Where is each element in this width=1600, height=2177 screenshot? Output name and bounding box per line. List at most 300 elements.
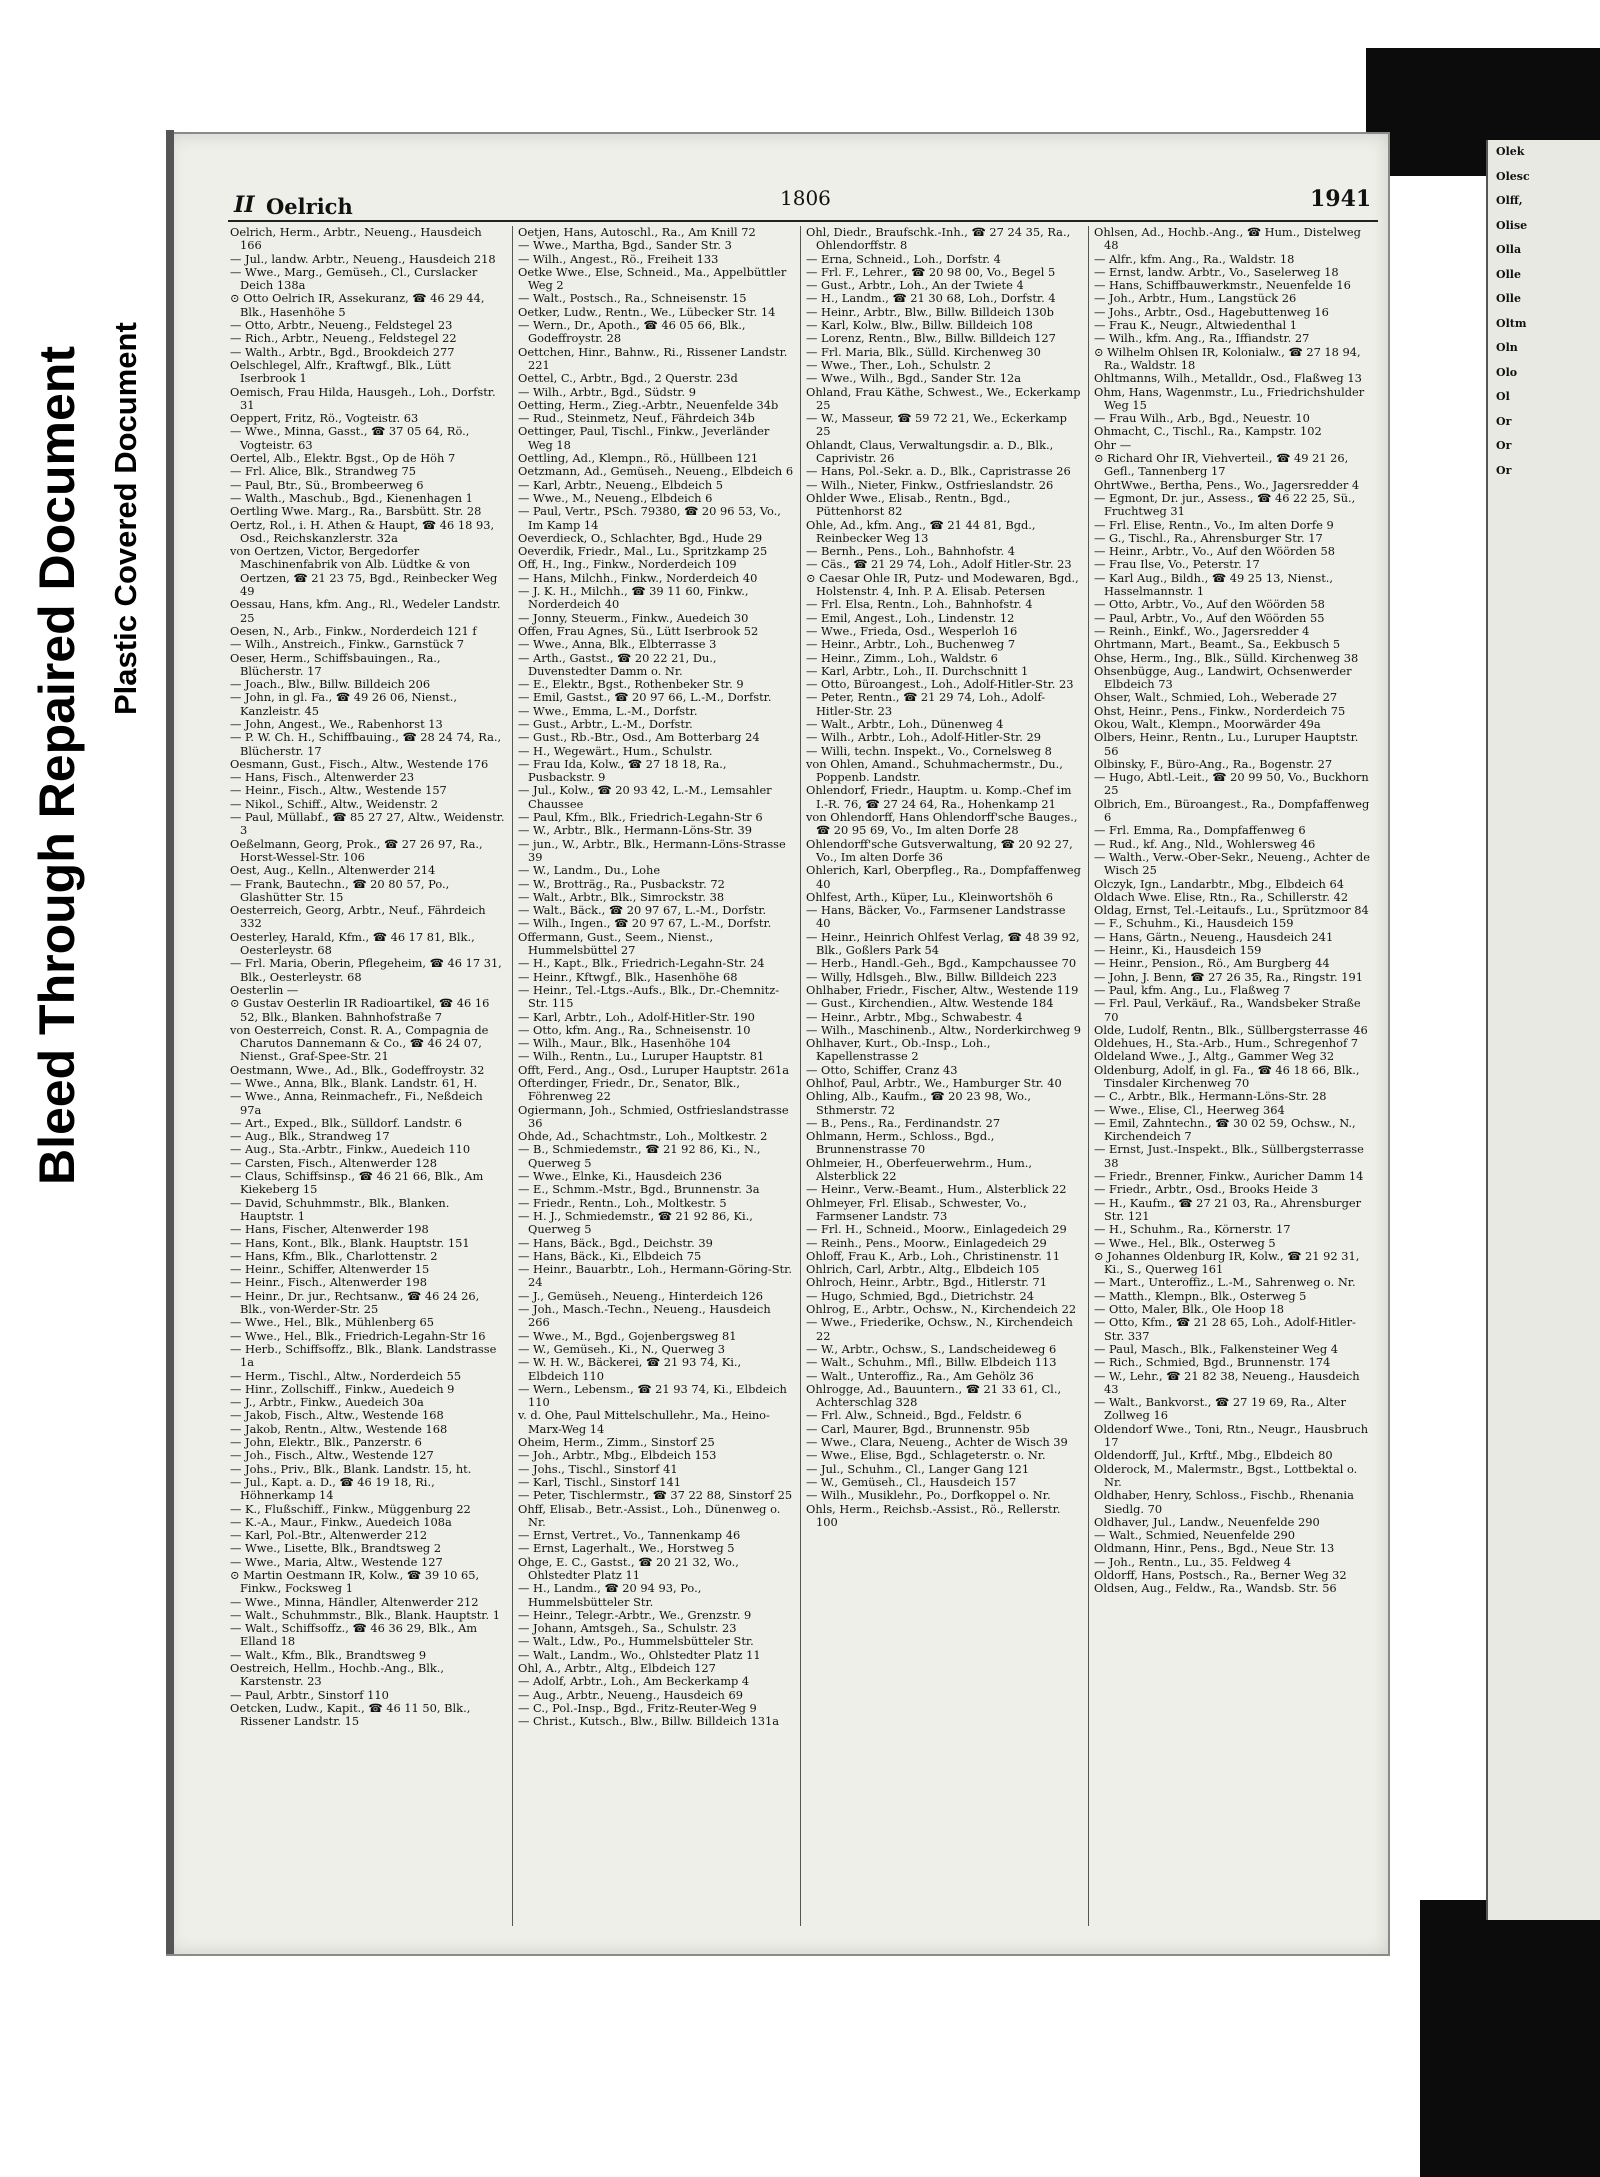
- directory-entry: — Matth., Klempn., Blk., Osterweg 5: [1094, 1288, 1307, 1303]
- directory-entry: — Jonny, Steuerm., Finkw., Auedeich 30: [518, 610, 749, 625]
- directory-entry: — Carl, Maurer, Bgd., Brunnenstr. 95b: [806, 1421, 1030, 1436]
- directory-entry: — Wwe., Anna, Blk., Blank. Landstr. 61, H.: [230, 1076, 478, 1090]
- directory-entry: Ohlhof, Paul, Arbtr., We., Hamburger Str. 40: [806, 1076, 1062, 1090]
- directory-entry: — Karl, Kolw., Blw., Billw. Billdeich 108: [806, 318, 1033, 333]
- directory-entry: — John, Elektr., Blk., Panzerstr. 6: [230, 1435, 422, 1450]
- directory-entry: — Wern., Dr., Apoth., ☎ 46 05 66, Blk., Godeffroystr. 28: [518, 318, 746, 346]
- directory-entry: Oeser, Herm., Schiffsbauingen., Ra., Blücherstr. 17: [230, 650, 441, 678]
- directory-entry: von Oesterreich, Const. R. A., Compagnia de Charutos Dannemann & Co., ☎ 46 24 07, Nienst., Graf-Spee-Str. 21: [230, 1022, 489, 1064]
- directory-entry: — Hans, Gärtn., Neueng., Hausdeich 241: [1094, 929, 1334, 944]
- directory-entry: Ohlhaber, Friedr., Fischer, Altw., Westende 119: [806, 982, 1079, 997]
- directory-entry: — Wilh., Maschinenb., Altw., Norderkirchweg 9: [806, 1022, 1082, 1037]
- directory-entry: — Wwe., Elise, Cl., Heerweg 364: [1094, 1102, 1285, 1117]
- directory-entry: — Walt., Unteroffiz., Ra., Am Gehölz 36: [806, 1368, 1034, 1383]
- directory-entry: — Wwe., Ther., Loh., Schulstr. 2: [806, 357, 992, 372]
- directory-entry: — Otto, Schiffer, Cranz 43: [806, 1062, 958, 1077]
- directory-entry: — Paul, Masch., Blk., Falkensteiner Weg 4: [1094, 1341, 1339, 1356]
- directory-entry: Oetke Wwe., Else, Schneid., Ma., Appelbüttler Weg 2: [518, 264, 787, 293]
- directory-entry: Ohlrogge, Ad., Bauuntern., ☎ 21 33 61, Cl., Achterschlag 328: [806, 1381, 1062, 1410]
- directory-entry: — Frl. Alice, Blk., Strandweg 75: [230, 464, 417, 479]
- directory-year: 1941: [1310, 186, 1372, 212]
- directory-entry: — Rich., Arbtr., Neueng., Feldstegel 22: [230, 331, 457, 346]
- directory-entry: — Gust., Kirchendien., Altw. Westende 184: [806, 996, 1054, 1011]
- directory-entry: — F., Schuhm., Ki., Hausdeich 159: [1094, 916, 1294, 931]
- directory-entry: — W., Gemüseh., Ki., N., Querweg 3: [518, 1341, 725, 1356]
- directory-entry: — Wwe., Clara, Neueng., Achter de Wisch 39: [806, 1435, 1068, 1450]
- directory-entry: — J. K. H., Milchh., ☎ 39 11 60, Finkw., Norderdeich 40: [518, 584, 749, 612]
- directory-entry: — Wwe., Anna, Blk., Elbterrasse 3: [518, 637, 717, 652]
- directory-entry: — Christ., Kutsch., Blw., Billw. Billdeich 131a: [518, 1714, 780, 1729]
- directory-entry: — Friedr., Brenner, Finkw., Auricher Damm 14: [1094, 1169, 1364, 1184]
- directory-entry: Oldeland Wwe., J., Altg., Gammer Weg 32: [1094, 1049, 1335, 1064]
- directory-entry: ⊙ Wilhelm Ohlsen IR, Kolonialw., ☎ 27 18 94, Ra., Waldstr. 18: [1094, 344, 1361, 372]
- directory-entry: — Wwe., M., Neueng., Elbdeich 6: [518, 490, 713, 505]
- directory-entry: — Frl. H., Schneid., Moorw., Einlagedeich 29: [806, 1222, 1067, 1237]
- directory-entry: Oertling Wwe. Marg., Ra., Barsbütt. Str. 28: [230, 504, 482, 519]
- directory-entry: — Claus, Schiffsinsp., ☎ 46 21 66, Blk., Am Kiekeberg 15: [230, 1169, 484, 1197]
- directory-entry: Oelrich, Herm., Arbtr., Neueng., Hausdeich 166: [230, 226, 482, 253]
- directory-entry: — Herm., Tischl., Altw., Norderdeich 55: [230, 1368, 462, 1383]
- directory-entry: — Wilh., Rentn., Lu., Luruper Hauptstr. 81: [518, 1049, 765, 1064]
- next-page-fragment: Olo: [1496, 365, 1518, 379]
- directory-entry: — Wwe., Hel., Blk., Friedrich-Legahn-Str 16: [230, 1328, 486, 1343]
- directory-entry: — Ernst, landw. Arbtr., Vo., Saselerweg 18: [1094, 264, 1339, 279]
- directory-entry: Oeppert, Fritz, Rö., Vogteistr. 63: [230, 411, 419, 426]
- directory-entry: Oetcken, Ludw., Kapit., ☎ 46 11 50, Blk., Rissener Landstr. 15: [230, 1700, 471, 1729]
- directory-entry: ⊙ Otto Oelrich IR, Assekuranz, ☎ 46 29 44, Blk., Hasenhöhe 5: [230, 291, 485, 319]
- directory-entry: Olbers, Heinr., Rentn., Lu., Luruper Hauptstr. 56: [1094, 730, 1359, 758]
- page-header: [168, 134, 1388, 219]
- directory-entry: — Frl. Elise, Rentn., Vo., Im alten Dorfe 9: [1094, 517, 1334, 532]
- directory-entry: — Joach., Blw., Billw. Billdeich 206: [230, 677, 431, 692]
- directory-entry: Oesterley, Harald, Kfm., ☎ 46 17 81, Blk., Oesterleystr. 68: [230, 929, 475, 958]
- directory-entry: Ohrtmann, Mart., Beamt., Sa., Eekbusch 5: [1094, 637, 1341, 652]
- column-divider: [512, 226, 513, 1926]
- directory-entry: von Ohlen, Amand., Schuhmachermstr., Du., Poppenb. Landstr.: [806, 756, 1063, 785]
- directory-entry: — Arth., Gastst., ☎ 20 22 21, Du., Duvenstedter Damm o. Nr.: [518, 650, 717, 678]
- directory-entry: — Wilh., Arbtr., Loh., Adolf-Hitler-Str. 29: [806, 730, 1042, 745]
- directory-entry: — Hans, Kfm., Blk., Charlottenstr. 2: [230, 1248, 438, 1263]
- next-page-fragment: Olise: [1496, 218, 1528, 232]
- directory-entry: — Walt., Bäck., ☎ 20 97 67, L.-M., Dorfstr.: [518, 903, 767, 918]
- directory-entry: — H., Wegewärt., Hum., Schulstr.: [518, 743, 713, 758]
- directory-entry: Ohlmann, Herm., Schloss., Bgd., Brunnenstrasse 70: [806, 1129, 995, 1157]
- directory-entry: Oetzmann, Ad., Gemüseh., Neueng., Elbdeich 6: [518, 464, 794, 479]
- directory-entry: — Paul, Arbtr., Sinstorf 110: [230, 1687, 389, 1702]
- directory-entry: — Ernst, Vertret., Vo., Tannenkamp 46: [518, 1528, 741, 1543]
- directory-entry: — Frl. F., Lehrer., ☎ 20 98 00, Vo., Begel 5: [806, 264, 1056, 279]
- directory-entry: Ohser, Walt., Schmied, Loh., Weberade 27: [1094, 690, 1338, 705]
- directory-entry: — Otto, Arbtr., Vo., Auf den Wöörden 58: [1094, 597, 1325, 612]
- directory-entry: — Hugo, Abtl.-Leit., ☎ 20 99 50, Vo., Buckhorn 25: [1094, 770, 1369, 798]
- directory-entry: Oesmann, Gust., Fisch., Altw., Westende 176: [230, 756, 489, 771]
- directory-entry: — E., Elektr., Bgst., Rothenbeker Str. 9: [518, 677, 744, 692]
- directory-entry: — Frl. Emma, Ra., Dompfaffenweg 6: [1094, 823, 1306, 838]
- directory-entry: — Frank, Bautechn., ☎ 20 80 57, Po., Glashütter Str. 15: [230, 876, 450, 904]
- directory-entry: Ohmacht, C., Tischl., Ra., Kampstr. 102: [1094, 424, 1322, 439]
- directory-entry: — Walt., Schiffsoffz., ☎ 46 36 29, Blk., Am Elland 18: [230, 1621, 478, 1649]
- directory-entry: — Wwe., Elise, Bgd., Schlageterstr. o. Nr.: [806, 1448, 1046, 1463]
- directory-entry: Olbrich, Em., Büroangest., Ra., Dompfaffenweg 6: [1094, 796, 1370, 825]
- directory-entry: — Alfr., kfm. Ang., Ra., Waldstr. 18: [1094, 251, 1295, 266]
- directory-entry: Oeverdik, Friedr., Mal., Lu., Spritzkamp 25: [518, 544, 768, 559]
- directory-entry: Oettinger, Paul, Tischl., Finkw., Jeverländer Weg 18: [518, 424, 770, 452]
- directory-entry: — Herb., Schiffsoffz., Blk., Blank. Landstrasse 1a: [230, 1341, 497, 1370]
- directory-entry: — Cäs., ☎ 21 29 74, Loh., Adolf Hitler-Str. 23: [806, 557, 1072, 572]
- directory-entry: ⊙ Richard Ohr IR, Viehverteil., ☎ 49 21 26, Gefl., Tannenberg 17: [1094, 451, 1349, 479]
- directory-entry: — Otto, Arbtr., Neueng., Feldstegel 23: [230, 318, 453, 333]
- directory-entry: — Erna, Schneid., Loh., Dorfstr. 4: [806, 251, 1001, 266]
- directory-entry: — Heinr., Ki., Hausdeich 159: [1094, 943, 1262, 958]
- directory-entry: Ohlerich, Karl, Oberpfleg., Ra., Dompfaffenweg 40: [806, 863, 1081, 891]
- directory-entry: — Carsten, Fisch., Altenwerder 128: [230, 1155, 437, 1170]
- directory-entry: — Frau Ilse, Vo., Peterstr. 17: [1094, 557, 1260, 572]
- directory-entry: — David, Schuhmmstr., Blk., Blanken. Hauptstr. 1: [230, 1195, 450, 1223]
- directory-entry: — Wwe., Minna, Gasst., ☎ 37 05 64, Rö., Vogteistr. 63: [230, 424, 470, 452]
- directory-entry: — Art., Exped., Blk., Sülldorf. Landstr. 6: [230, 1115, 462, 1130]
- directory-entry: — Karl, Arbtr., Neueng., Elbdeich 5: [518, 477, 724, 492]
- directory-entry: — Wwe., Hel., Blk., Osterweg 5: [1094, 1235, 1276, 1250]
- header-rule: [228, 220, 1378, 222]
- directory-entry: — Jul., Kapt. a. D., ☎ 46 19 18, Ri., Höhnerkamp 14: [230, 1474, 435, 1503]
- directory-entry: Offermann, Gust., Seem., Nienst., Hummelsbüttel 27: [518, 929, 714, 958]
- directory-entry: Olderock, M., Malermstr., Bgst., Lottbektal o. Nr.: [1094, 1461, 1358, 1489]
- directory-entry: — J., Arbtr., Finkw., Auedeich 30a: [230, 1395, 424, 1410]
- directory-entry: — Frl. Maria, Oberin, Pflegeheim, ☎ 46 17 31, Blk., Oesterleystr. 68: [230, 956, 502, 984]
- plastic-covered-label: Plastic Covered Document: [108, 322, 143, 715]
- directory-entry: — Paul, Btr., Sü., Brombeerweg 6: [230, 477, 424, 492]
- directory-entry: — Hans, Bäck., Ki., Elbdeich 75: [518, 1248, 702, 1263]
- directory-entry: — Rud., Steinmetz, Neuf., Fährdeich 34b: [518, 411, 755, 426]
- directory-entry: — Ernst, Lagerhalt., We., Horstweg 5: [518, 1541, 735, 1556]
- directory-entry: — Heinr., Dr. jur., Rechtsanw., ☎ 46 24 26, Blk., von-Werder-Str. 25: [230, 1288, 480, 1317]
- directory-entry: Oemisch, Frau Hilda, Hausgeh., Loh., Dorfstr. 31: [230, 384, 496, 412]
- page-number: 1806: [780, 186, 831, 210]
- directory-entry: — Gust., Arbtr., Loh., An der Twiete 4: [806, 278, 1024, 293]
- directory-entry: Olczyk, Ign., Landarbtr., Mbg., Elbdeich 64: [1094, 876, 1344, 891]
- next-page-fragment: Olla: [1496, 243, 1522, 256]
- directory-entry: — Heinr., Fisch., Altw., Westende 157: [230, 783, 447, 798]
- directory-entry: — Walt., Landm., Wo., Ohlstedter Platz 11: [518, 1647, 761, 1662]
- directory-entry: — Heinr., Fisch., Altenwerder 198: [230, 1275, 427, 1290]
- directory-entry: Okou, Walt., Klempn., Moorwärder 49a: [1094, 716, 1321, 731]
- directory-entry: — Jakob, Rentn., Altw., Westende 168: [230, 1421, 448, 1436]
- directory-entry: Oertz, Rol., i. H. Athen & Haupt, ☎ 46 18 93, Osd., Reichskanzlerstr. 32a: [230, 517, 495, 545]
- directory-entry: — Heinr., Arbtr., Vo., Auf den Wöörden 58: [1094, 544, 1335, 559]
- directory-entry: — Frau K., Neugr., Altwiedenthal 1: [1094, 318, 1298, 333]
- directory-entry: — Heinr., Pension., Rö., Am Burgberg 44: [1094, 956, 1330, 971]
- directory-entry: — Walt., Bankvorst., ☎ 27 19 69, Ra., Alter Zollweg 16: [1094, 1395, 1346, 1423]
- next-page-fragment: Oln: [1496, 341, 1518, 354]
- directory-entry: — Joh., Arbtr., Hum., Langstück 26: [1094, 291, 1297, 306]
- column-divider: [800, 226, 801, 1926]
- header-running-name: Oelrich: [266, 194, 353, 219]
- directory-entry: — Wilh., Maur., Blk., Hasenhöhe 104: [518, 1036, 731, 1051]
- directory-entry: Oesen, N., Arb., Finkw., Norderdeich 121 f: [230, 623, 477, 638]
- directory-entry: — Bernh., Pens., Loh., Bahnhofstr. 4: [806, 544, 1016, 559]
- directory-entry: Off, H., Ing., Finkw., Norderdeich 109: [518, 557, 737, 572]
- directory-entry: Ohde, Ad., Schachtmstr., Loh., Moltkestr. 2: [518, 1129, 768, 1144]
- directory-entry: — Frl. Elsa, Rentn., Loh., Bahnhofstr. 4: [806, 597, 1033, 612]
- directory-entry: — Frau Wilh., Arb., Bgd., Neuestr. 10: [1094, 411, 1310, 426]
- directory-entry: — Willi, techn. Inspekt., Vo., Cornelsweg 8: [806, 743, 1052, 758]
- directory-entry: — Wwe., M., Bgd., Gojenbergsweg 81: [518, 1328, 737, 1343]
- directory-entry: — John, J. Benn, ☎ 27 26 35, Ra., Ringstr. 191: [1094, 969, 1364, 984]
- directory-entry: — Wwe., Friederike, Ochsw., N., Kirchendeich 22: [806, 1315, 1073, 1343]
- directory-entry: v. d. Ohe, Paul Mittelschullehr., Ma., Heino-Marx-Weg 14: [518, 1408, 770, 1436]
- directory-entry: — Reinh., Einkf., Wo., Jagersredder 4: [1094, 623, 1310, 638]
- directory-entry: — Jul., Schuhm., Cl., Langer Gang 121: [806, 1461, 1030, 1476]
- directory-entry: Oertel, Alb., Elektr. Bgst., Op de Höh 7: [230, 451, 456, 466]
- directory-entry: ⊙ Gustav Oesterlin IR Radioartikel, ☎ 46 16 52, Blk., Blanken. Bahnhofstraße 7: [230, 996, 490, 1024]
- directory-entry: Oestreich, Hellm., Hochb.-Ang., Blk., Karstenstr. 23: [230, 1661, 445, 1689]
- directory-entry: — W., Arbtr., Ochsw., S., Landscheideweg 6: [806, 1341, 1057, 1356]
- directory-entry: — Heinr., Telegr.-Arbtr., We., Grenzstr. 9: [518, 1607, 752, 1622]
- directory-entry: — John, in gl. Fa., ☎ 49 26 06, Nienst., Kanzleistr. 45: [230, 690, 458, 718]
- directory-entry: — Karl, Arbtr., Loh., II. Durchschnitt 1: [806, 663, 1029, 678]
- directory-entry: — Wern., Lebensm., ☎ 21 93 74, Ki., Elbdeich 110: [518, 1381, 787, 1410]
- directory-columns: [230, 226, 1380, 1936]
- page-binding-edge: [166, 130, 174, 1954]
- directory-entry: — Paul, Vertr., PSch. 79380, ☎ 20 96 53, Vo., Im Kamp 14: [518, 504, 781, 532]
- directory-entry: Ohle, Ad., kfm. Ang., ☎ 21 44 81, Bgd., Reinbecker Weg 13: [806, 517, 1036, 545]
- directory-entry: Oetjen, Hans, Autoschl., Ra., Am Knill 72: [518, 226, 756, 239]
- next-page-fragment: Or: [1496, 439, 1512, 452]
- directory-entry: — Heinr., Zimm., Loh., Waldstr. 6: [806, 650, 998, 665]
- directory-entry: — Wilh., Arbtr., Bgd., Südstr. 9: [518, 384, 696, 399]
- directory-entry: Ohlrog, E., Arbtr., Ochsw., N., Kirchendeich 22: [806, 1302, 1077, 1317]
- column-2: [518, 226, 794, 1936]
- directory-entry: Ohm, Hans, Wagenmstr., Lu., Friedrichshulder Weg 15: [1094, 384, 1365, 412]
- directory-entry: — Hans, Schiffbauwerkmstr., Neuenfelde 16: [1094, 278, 1351, 293]
- directory-entry: Offt, Ferd., Ang., Osd., Luruper Hauptstr. 261a: [518, 1062, 790, 1077]
- directory-entry: — H., Schuhm., Ra., Körnerstr. 17: [1094, 1222, 1291, 1237]
- directory-entry: — Karl, Pol.-Btr., Altenwerder 212: [230, 1528, 428, 1543]
- directory-entry: — Walth., Verw.-Ober-Sekr., Neueng., Achter de Wisch 25: [1094, 849, 1370, 878]
- directory-entry: Ohlsen, Ad., Hochb.-Ang., ☎ Hum., Distelweg 48: [1094, 226, 1361, 253]
- directory-entry: Ohl, A., Arbtr., Altg., Elbdeich 127: [518, 1661, 716, 1676]
- directory-entry: Ohlmeyer, Frl. Elisab., Schwester, Vo., Farmsener Landstr. 73: [806, 1195, 1027, 1223]
- directory-entry: — Karl, Arbtr., Loh., Adolf-Hitler-Str. 190: [518, 1009, 755, 1024]
- directory-entry: — Frl. Maria, Blk., Sülld. Kirchenweg 30: [806, 344, 1041, 359]
- directory-entry: — Jul., landw. Arbtr., Neueng., Hausdeich 218: [230, 251, 496, 266]
- directory-entry: Ofterdinger, Friedr., Dr., Senator, Blk., Föhrenweg 22: [518, 1076, 741, 1104]
- directory-entry: — K.-A., Maur., Finkw., Auedeich 108a: [230, 1514, 452, 1529]
- directory-entry: von Oertzen, Victor, Bergedorfer Maschinenfabrik von Alb. Lüdtke & von Oertzen, ☎ 21 23 75, Bgd., Reinbecker Weg 49: [230, 544, 498, 599]
- directory-entry: Oeßelmann, Georg, Prok., ☎ 27 26 97, Ra., Horst-Wessel-Str. 106: [230, 836, 483, 864]
- directory-entry: — Emil, Gastst., ☎ 20 97 66, L.-M., Dorfstr.: [518, 690, 772, 705]
- directory-entry: Ohlmeier, H., Oberfeuerwehrm., Hum., Alsterblick 22: [806, 1155, 1033, 1184]
- directory-entry: — Hinr., Zollschiff., Finkw., Auedeich 9: [230, 1381, 455, 1396]
- directory-entry: — W., Masseur, ☎ 59 72 21, We., Eckerkamp 25: [806, 411, 1067, 439]
- directory-entry: Ohland, Frau Käthe, Schwest., We., Eckerkamp 25: [806, 384, 1081, 412]
- column-4: [1094, 226, 1370, 1936]
- directory-entry: — Paul, kfm. Ang., Lu., Flaßweg 7: [1094, 982, 1291, 997]
- directory-entry: — Lorenz, Rentn., Blw., Billw. Billdeich 127: [806, 331, 1056, 346]
- directory-entry: Oldmann, Hinr., Pens., Bgd., Neue Str. 13: [1094, 1541, 1335, 1556]
- directory-entry: — Johs., Priv., Blk., Blank. Landstr. 15, ht.: [230, 1461, 472, 1476]
- directory-entry: — Rud., kf. Ang., Nld., Wohlersweg 46: [1094, 836, 1316, 851]
- directory-entry: — Hans, Kont., Blk., Blank. Hauptstr. 151: [230, 1235, 470, 1250]
- directory-entry: Oestmann, Wwe., Ad., Blk., Godeffroystr. 32: [230, 1062, 485, 1077]
- directory-entry: — Aug., Blk., Strandweg 17: [230, 1129, 390, 1144]
- column-3: [806, 226, 1082, 1936]
- directory-entry: Offen, Frau Agnes, Sü., Lütt Iserbrook 52: [518, 623, 759, 638]
- directory-entry: — Heinr., Heinrich Ohlfest Verlag, ☎ 48 39 92, Blk., Goßlers Park 54: [806, 929, 1080, 958]
- directory-page: [166, 132, 1390, 1956]
- directory-entry: Ohlder Wwe., Elisab., Rentn., Bgd., Püttenhorst 82: [806, 490, 1011, 519]
- directory-entry: — Friedr., Rentn., Loh., Moltkestr. 5: [518, 1195, 727, 1210]
- directory-entry: — John, Angest., We., Rabenhorst 13: [230, 716, 443, 731]
- directory-entry: — Aug., Sta.-Arbtr., Finkw., Auedeich 110: [230, 1142, 471, 1157]
- directory-entry: Oldendorf Wwe., Toni, Rtn., Neugr., Hausbruch 17: [1094, 1421, 1369, 1450]
- directory-entry: — Nikol., Schiff., Altw., Weidenstr. 2: [230, 796, 438, 811]
- directory-entry: — Wwe., Maria, Altw., Westende 127: [230, 1554, 443, 1569]
- directory-entry: Oelschlegel, Alfr., Kraftwgf., Blk., Lütt Iserbrook 1: [230, 357, 451, 386]
- directory-entry: — Wwe., Wilh., Bgd., Sander Str. 12a: [806, 371, 1022, 386]
- directory-entry: — Walth., Arbtr., Bgd., Brookdeich 277: [230, 344, 455, 359]
- directory-entry: — P. W. Ch. H., Schiffbauing., ☎ 28 24 74, Ra., Blücherstr. 17: [230, 730, 502, 758]
- directory-entry: — Wilh., Nieter, Finkw., Ostfrieslandstr. 26: [806, 477, 1054, 492]
- directory-entry: Oesterlin —: [230, 982, 299, 997]
- directory-entry: Oettchen, Hinr., Bahnw., Ri., Rissener Landstr. 221: [518, 344, 788, 372]
- next-page-fragment: Olle: [1496, 292, 1521, 305]
- directory-entry: Olbinsky, F., Büro-Ang., Ra., Bogenstr. 27: [1094, 756, 1333, 771]
- directory-entry: — Mart., Unteroffiz., L.-M., Sahrenweg o. Nr.: [1094, 1275, 1356, 1290]
- directory-entry: OhrtWwe., Bertha, Pens., Wo., Jagersredder 4: [1094, 477, 1360, 492]
- next-page-fragment: Olle: [1496, 267, 1521, 281]
- directory-entry: — Emil, Angest., Loh., Lindenstr. 12: [806, 610, 1015, 625]
- next-page-fragment: Olek: [1496, 145, 1525, 158]
- directory-entry: Oldenburg, Adolf, in gl. Fa., ☎ 46 18 66, Blk., Tinsdaler Kirchenweg 70: [1094, 1062, 1360, 1090]
- directory-entry: — C., Pol.-Insp., Bgd., Fritz-Reuter-Weg 9: [518, 1700, 757, 1715]
- directory-entry: — Walt., Kfm., Blk., Brandtsweg 9: [230, 1647, 427, 1662]
- next-page-edge: [1486, 140, 1600, 1920]
- directory-entry: Ohlandt, Claus, Verwaltungsdir. a. D., Blk., Caprivistr. 26: [806, 437, 1054, 466]
- directory-entry: — Reinh., Pens., Moorw., Einlagedeich 29: [806, 1235, 1047, 1250]
- directory-entry: — Wilh., Anstreich., Finkw., Garnstück 7: [230, 637, 465, 652]
- directory-entry: — Walt., Schuhmmstr., Blk., Blank. Hauptstr. 1: [230, 1607, 500, 1622]
- directory-entry: Oetker, Ludw., Rentn., We., Lübecker Str. 14: [518, 304, 776, 319]
- directory-entry: Ohls, Herm., Reichsb.-Assist., Rö., Rellerstr. 100: [806, 1501, 1061, 1529]
- directory-entry: — Heinr., Arbtr., Mbg., Schwabestr. 4: [806, 1009, 1023, 1024]
- directory-entry: Ohr —: [1094, 437, 1132, 452]
- directory-entry: Ohlrich, Carl, Arbtr., Altg., Elbdeich 105: [806, 1262, 1040, 1277]
- directory-entry: — Joh., Rentn., Lu., 35. Feldweg 4: [1094, 1554, 1292, 1569]
- directory-entry: Ogiermann, Joh., Schmied, Ostfrieslandstrasse 36: [518, 1102, 789, 1130]
- directory-entry: Oeverdieck, O., Schlachter, Bgd., Hude 29: [518, 530, 763, 545]
- directory-entry: — Willy, Hdlsgeh., Blw., Billw. Billdeich 223: [806, 969, 1057, 984]
- directory-entry: — Otto, Kfm., ☎ 21 28 65, Loh., Adolf-Hitler-Str. 337: [1094, 1315, 1356, 1343]
- directory-entry: Oldhaber, Henry, Schloss., Fischb., Rhenania Siedlg. 70: [1094, 1488, 1354, 1516]
- directory-entry: — Heinr., Bauarbtr., Loh., Hermann-Göring-Str. 24: [518, 1262, 792, 1290]
- directory-entry: Ohsenbügge, Aug., Landwirt, Ochsenwerder Elbdeich 73: [1094, 663, 1352, 692]
- directory-entry: — Hans, Bäcker, Vo., Farmsener Landstrasse 40: [806, 903, 1066, 931]
- directory-entry: — Jakob, Fisch., Altw., Westende 168: [230, 1408, 444, 1423]
- directory-entry: — Paul, Kfm., Blk., Friedrich-Legahn-Str 6: [518, 810, 763, 825]
- directory-entry: — Walt., Schuhm., Mfl., Billw. Elbdeich 113: [806, 1355, 1057, 1370]
- directory-entry: — Heinr., Kftwgf., Blk., Hasenhöhe 68: [518, 969, 738, 984]
- directory-entry: — Karl, Tischl., Sinstorf 141: [518, 1474, 682, 1489]
- directory-entry: — Hans, Milchh., Finkw., Norderdeich 40: [518, 570, 758, 585]
- directory-entry: — Wwe., Emma, L.-M., Dorfstr.: [518, 703, 698, 718]
- directory-entry: — Wilh., Ingen., ☎ 20 97 67, L.-M., Dorfstr.: [518, 916, 772, 931]
- directory-entry: — Gust., Rb.-Btr., Osd., Am Botterbarg 24: [518, 730, 760, 745]
- directory-entry: Ohl, Diedr., Braufschk.-Inh., ☎ 27 24 35, Ra., Ohlendorffstr. 8: [806, 226, 1071, 253]
- directory-entry: — jun., W., Arbtr., Blk., Hermann-Löns-Strasse 39: [518, 836, 786, 864]
- directory-entry: — H., Landm., ☎ 20 94 93, Po., Hummelsbütteler Str.: [518, 1581, 702, 1609]
- directory-entry: — Otto, kfm. Ang., Ra., Schneisenstr. 10: [518, 1022, 751, 1037]
- directory-entry: — Otto, Büroangest., Loh., Adolf-Hitler-Str. 23: [806, 677, 1074, 692]
- directory-entry: — E., Schmm.-Mstr., Bgd., Brunnenstr. 3a: [518, 1182, 760, 1197]
- directory-entry: — H., Kapt., Blk., Friedrich-Legahn-Str. 24: [518, 956, 765, 971]
- directory-entry: — Egmont, Dr. jur., Assess., ☎ 46 22 25, Sü., Fruchtweg 31: [1094, 490, 1356, 519]
- directory-entry: — Paul, Müllabf., ☎ 85 27 27, Altw., Weidenstr. 3: [230, 810, 505, 838]
- column-divider: [1088, 226, 1089, 1926]
- directory-entry: Oldorff, Hans, Postsch., Ra., Berner Weg 32: [1094, 1567, 1347, 1582]
- directory-entry: — Walt., Schmied, Neuenfelde 290: [1094, 1528, 1295, 1543]
- directory-entry: — Wilh., kfm. Ang., Ra., Iffiandstr. 27: [1094, 331, 1310, 346]
- directory-entry: — Rich., Schmied, Bgd., Brunnenstr. 174: [1094, 1355, 1331, 1370]
- directory-entry: — Heinr., Arbtr., Blw., Billw. Billdeich 130b: [806, 304, 1054, 319]
- directory-entry: — W., Gemüseh., Cl., Hausdeich 157: [806, 1474, 1017, 1489]
- directory-entry: — Walt., Arbtr., Blk., Simrockstr. 38: [518, 889, 725, 904]
- directory-entry: — Johs., Tischl., Sinstorf 41: [518, 1461, 678, 1476]
- directory-entry: — Wwe., Elnke, Ki., Hausdeich 236: [518, 1169, 722, 1184]
- directory-entry: — Frl. Paul, Verkäuf., Ra., Wandsbeker Straße 70: [1094, 996, 1361, 1024]
- directory-entry: — Wwe., Martha, Bgd., Sander Str. 3: [518, 238, 732, 253]
- directory-entry: — J., Gemüseh., Neueng., Hinterdeich 126: [518, 1288, 764, 1303]
- directory-entry: — Walt., Ldw., Po., Hummelsbütteler Str.: [518, 1634, 754, 1649]
- directory-entry: — Wwe., Lisette, Blk., Brandtsweg 2: [230, 1541, 442, 1556]
- directory-entry: — Joh., Masch.-Techn., Neueng., Hausdeich 266: [518, 1302, 771, 1330]
- directory-entry: — W., Arbtr., Blk., Hermann-Löns-Str. 39: [518, 823, 752, 838]
- directory-entry: — Adolf, Arbtr., Loh., Am Beckerkamp 4: [518, 1674, 750, 1689]
- directory-entry: — Frau Ida, Kolw., ☎ 27 18 18, Ra., Pusbackstr. 9: [518, 756, 727, 785]
- next-page-fragment: Oltm: [1496, 316, 1527, 330]
- directory-entry: — Walth., Maschub., Bgd., Kienenhagen 1: [230, 490, 473, 505]
- directory-entry: — Ernst, Just.-Inspekt., Blk., Süllbergsterrasse 38: [1094, 1142, 1364, 1170]
- directory-entry: — Hans, Fischer, Altenwerder 198: [230, 1222, 429, 1237]
- directory-entry: — Karl Aug., Bildh., ☎ 49 25 13, Nienst., Hasselmannstr. 1: [1094, 570, 1334, 599]
- directory-entry: — Jul., Kolw., ☎ 20 93 42, L.-M., Lemsahler Chaussee: [518, 783, 772, 811]
- directory-entry: — Hans, Fisch., Altenwerder 23: [230, 770, 415, 785]
- directory-entry: — Otto, Maler, Blk., Ole Hoop 18: [1094, 1302, 1285, 1317]
- directory-entry: — W., Lehr., ☎ 21 82 38, Neueng., Hausdeich 43: [1094, 1368, 1360, 1396]
- directory-entry: — Heinr., Verw.-Beamt., Hum., Alsterblick 22: [806, 1182, 1067, 1197]
- directory-entry: — Emil, Zahntechn., ☎ 30 02 59, Ochsw., N., Kirchendeich 7: [1094, 1115, 1356, 1144]
- directory-entry: — Hugo, Schmied, Bgd., Dietrichstr. 24: [806, 1288, 1034, 1303]
- directory-entry: — H. J., Schmiedemstr., ☎ 21 92 86, Ki., Querweg 5: [518, 1208, 753, 1237]
- black-border-bottom: [1420, 1900, 1600, 2177]
- directory-entry: Oldehues, H., Sta.-Arb., Hum., Schregenhof 7: [1094, 1036, 1359, 1051]
- directory-entry: — Friedr., Arbtr., Osd., Brooks Heide 3: [1094, 1182, 1319, 1197]
- next-page-fragment: Olff,: [1496, 194, 1523, 207]
- directory-entry: Ohlroch, Heinr., Arbtr., Bgd., Hitlerstr. 71: [806, 1275, 1048, 1290]
- directory-entry: Ohlendorf, Friedr., Hauptm. u. Komp.-Chef im I.-R. 76, ☎ 27 24 64, Ra., Hohenkamp 21: [806, 783, 1072, 811]
- directory-entry: — W., Landm., Du., Lohe: [518, 863, 661, 878]
- directory-entry: Ohff, Elisab., Betr.-Assist., Loh., Dünenweg o. Nr.: [518, 1501, 781, 1529]
- directory-entry: — Heinr., Arbtr., Loh., Buchenweg 7: [806, 637, 1016, 652]
- directory-entry: — Johs., Arbtr., Osd., Hagebuttenweg 16: [1094, 304, 1329, 319]
- directory-entry: Ohltmanns, Wilh., Metalldr., Osd., Flaßweg 13: [1094, 371, 1362, 386]
- directory-entry: — W. H. W., Bäckerei, ☎ 21 93 74, Ki., Elbdeich 110: [518, 1355, 742, 1383]
- directory-entry: Oldhaver, Jul., Landw., Neuenfelde 290: [1094, 1514, 1320, 1529]
- directory-entry: — Gust., Arbtr., L.-M., Dorfstr.: [518, 716, 693, 731]
- directory-entry: — B., Pens., Ra., Ferdinandstr. 27: [806, 1115, 1001, 1130]
- directory-entry: Olde, Ludolf, Rentn., Blk., Süllbergsterrasse 46: [1094, 1022, 1368, 1037]
- directory-entry: — Herb., Handl.-Geh., Bgd., Kampchaussee 70: [806, 956, 1077, 971]
